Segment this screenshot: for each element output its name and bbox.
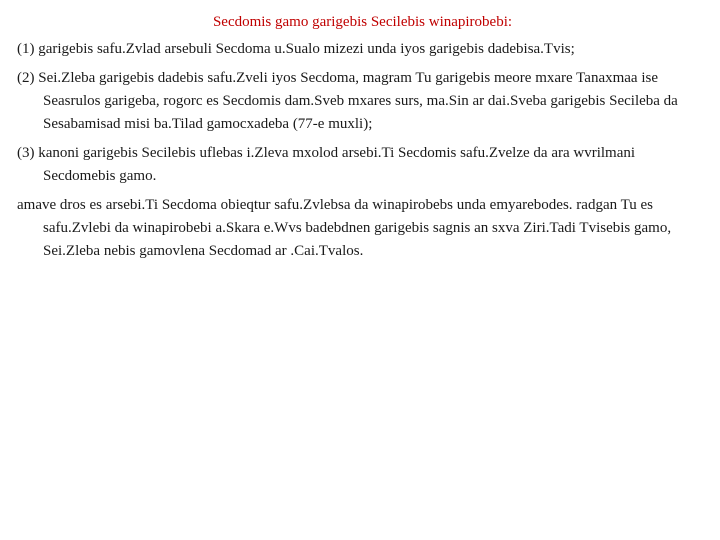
paragraph-conclusion: amave dros es arsebi.Ti Secdoma obieqtur safu.Zvlebsa da winapirobebs unda emyarebodes. radgan Tu es safu.Zvlebi da winapirobebi a.Skara e.Wvs badebdnen garigebis sagnis an sxva Ziri.Tadi Tvisebis gamo, Sei.Zleba nebis gamovlena Secdomad ar .Cai.Tvalos. — [17, 197, 672, 259]
slide-title: Secdomis gamo garigebis Secilebis winapirobebi: — [212, 14, 513, 30]
paragraph-condition-1: (1) garigebis safu.Zvlad arsebuli Secdoma u.Sualo mizezi unda iyos garigebis dadebisa.Tvis; — [17, 41, 575, 57]
paragraph-condition-2: (2) Sei.Zleba garigebis dadebis safu.Zveli iyos Secdoma, magram Tu garigebis meore mxare Tanaxmaa ise Seasrulos garigeba, rogorc es Secdomis dam.Sveb mxares surs, ma.Sin ar dai.Sveba garigebis Secileba da Sesabamisad misi ba.Tilad gamocxadeba (77-e muxli); — [17, 70, 678, 132]
paragraph-condition-3: (3) kanoni garigebis Secilebis uflebas i.Zleva mxolod arsebi.Ti Secdomis safu.Zvelze da ara wvrilmani Secdomebis gamo. — [17, 145, 636, 184]
